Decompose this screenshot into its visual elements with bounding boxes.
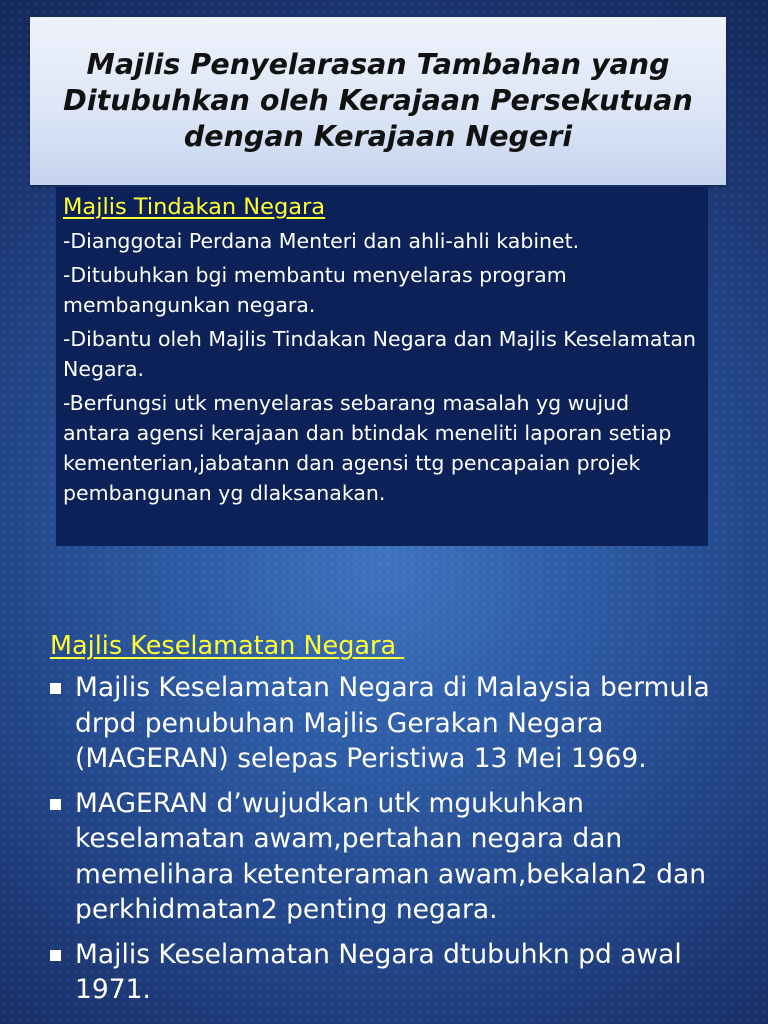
- square-bullet-icon: [50, 799, 61, 810]
- council-heading: Majlis Tindakan Negara: [63, 194, 326, 220]
- council-item: -Berfungsi utk menyelaras sebarang masalah yg wujud antara agensi kerajaan dan btindak meneliti laporan setiap kementerian,jabatann dan agensi ttg pencapaian projek pembangunan yg dlaksanakan.: [63, 391, 672, 505]
- square-bullet-icon: [50, 950, 61, 961]
- bullet-text: Majlis Keselamatan Negara dtubuhkn pd awal 1971.: [75, 938, 682, 1005]
- bullet-text: MAGERAN d’wujudkan utk mgukuhkan keselamatan awam,pertahan negara dan memelihara ketenteraman awam,bekalan2 dan perkhidmatan2 penting negara.: [75, 787, 707, 925]
- bullet-text: Majlis Keselamatan Negara di Malaysia bermula drpd penubuhan Majlis Gerakan Negara (MAGERAN) selepas Peristiwa 13 Mei 1969.: [75, 672, 710, 774]
- square-bullet-icon: [50, 683, 61, 694]
- council-item: -Dibantu oleh Majlis Tindakan Negara dan Majlis Keselamatan Negara.: [63, 327, 696, 381]
- council-item: -Ditubuhkan bgi membantu menyelaras program membangunkan negara.: [63, 263, 567, 317]
- bullet-item: [50, 937, 740, 1008]
- security-council-heading: Majlis Keselamatan Negara: [50, 631, 405, 661]
- bullet-item: [50, 786, 740, 928]
- council-info-box: [56, 187, 708, 546]
- title-box: [30, 17, 726, 185]
- council-item: -Dianggotai Perdana Menteri dan ahli-ahli kabinet.: [63, 229, 580, 253]
- slide-title: Majlis Penyelarasan Tambahan yang Ditubuhkan oleh Kerajaan Persekutuan dengan Kerajaan Negeri: [63, 48, 693, 153]
- security-council-section: [50, 628, 740, 1017]
- bullet-item: [50, 670, 740, 777]
